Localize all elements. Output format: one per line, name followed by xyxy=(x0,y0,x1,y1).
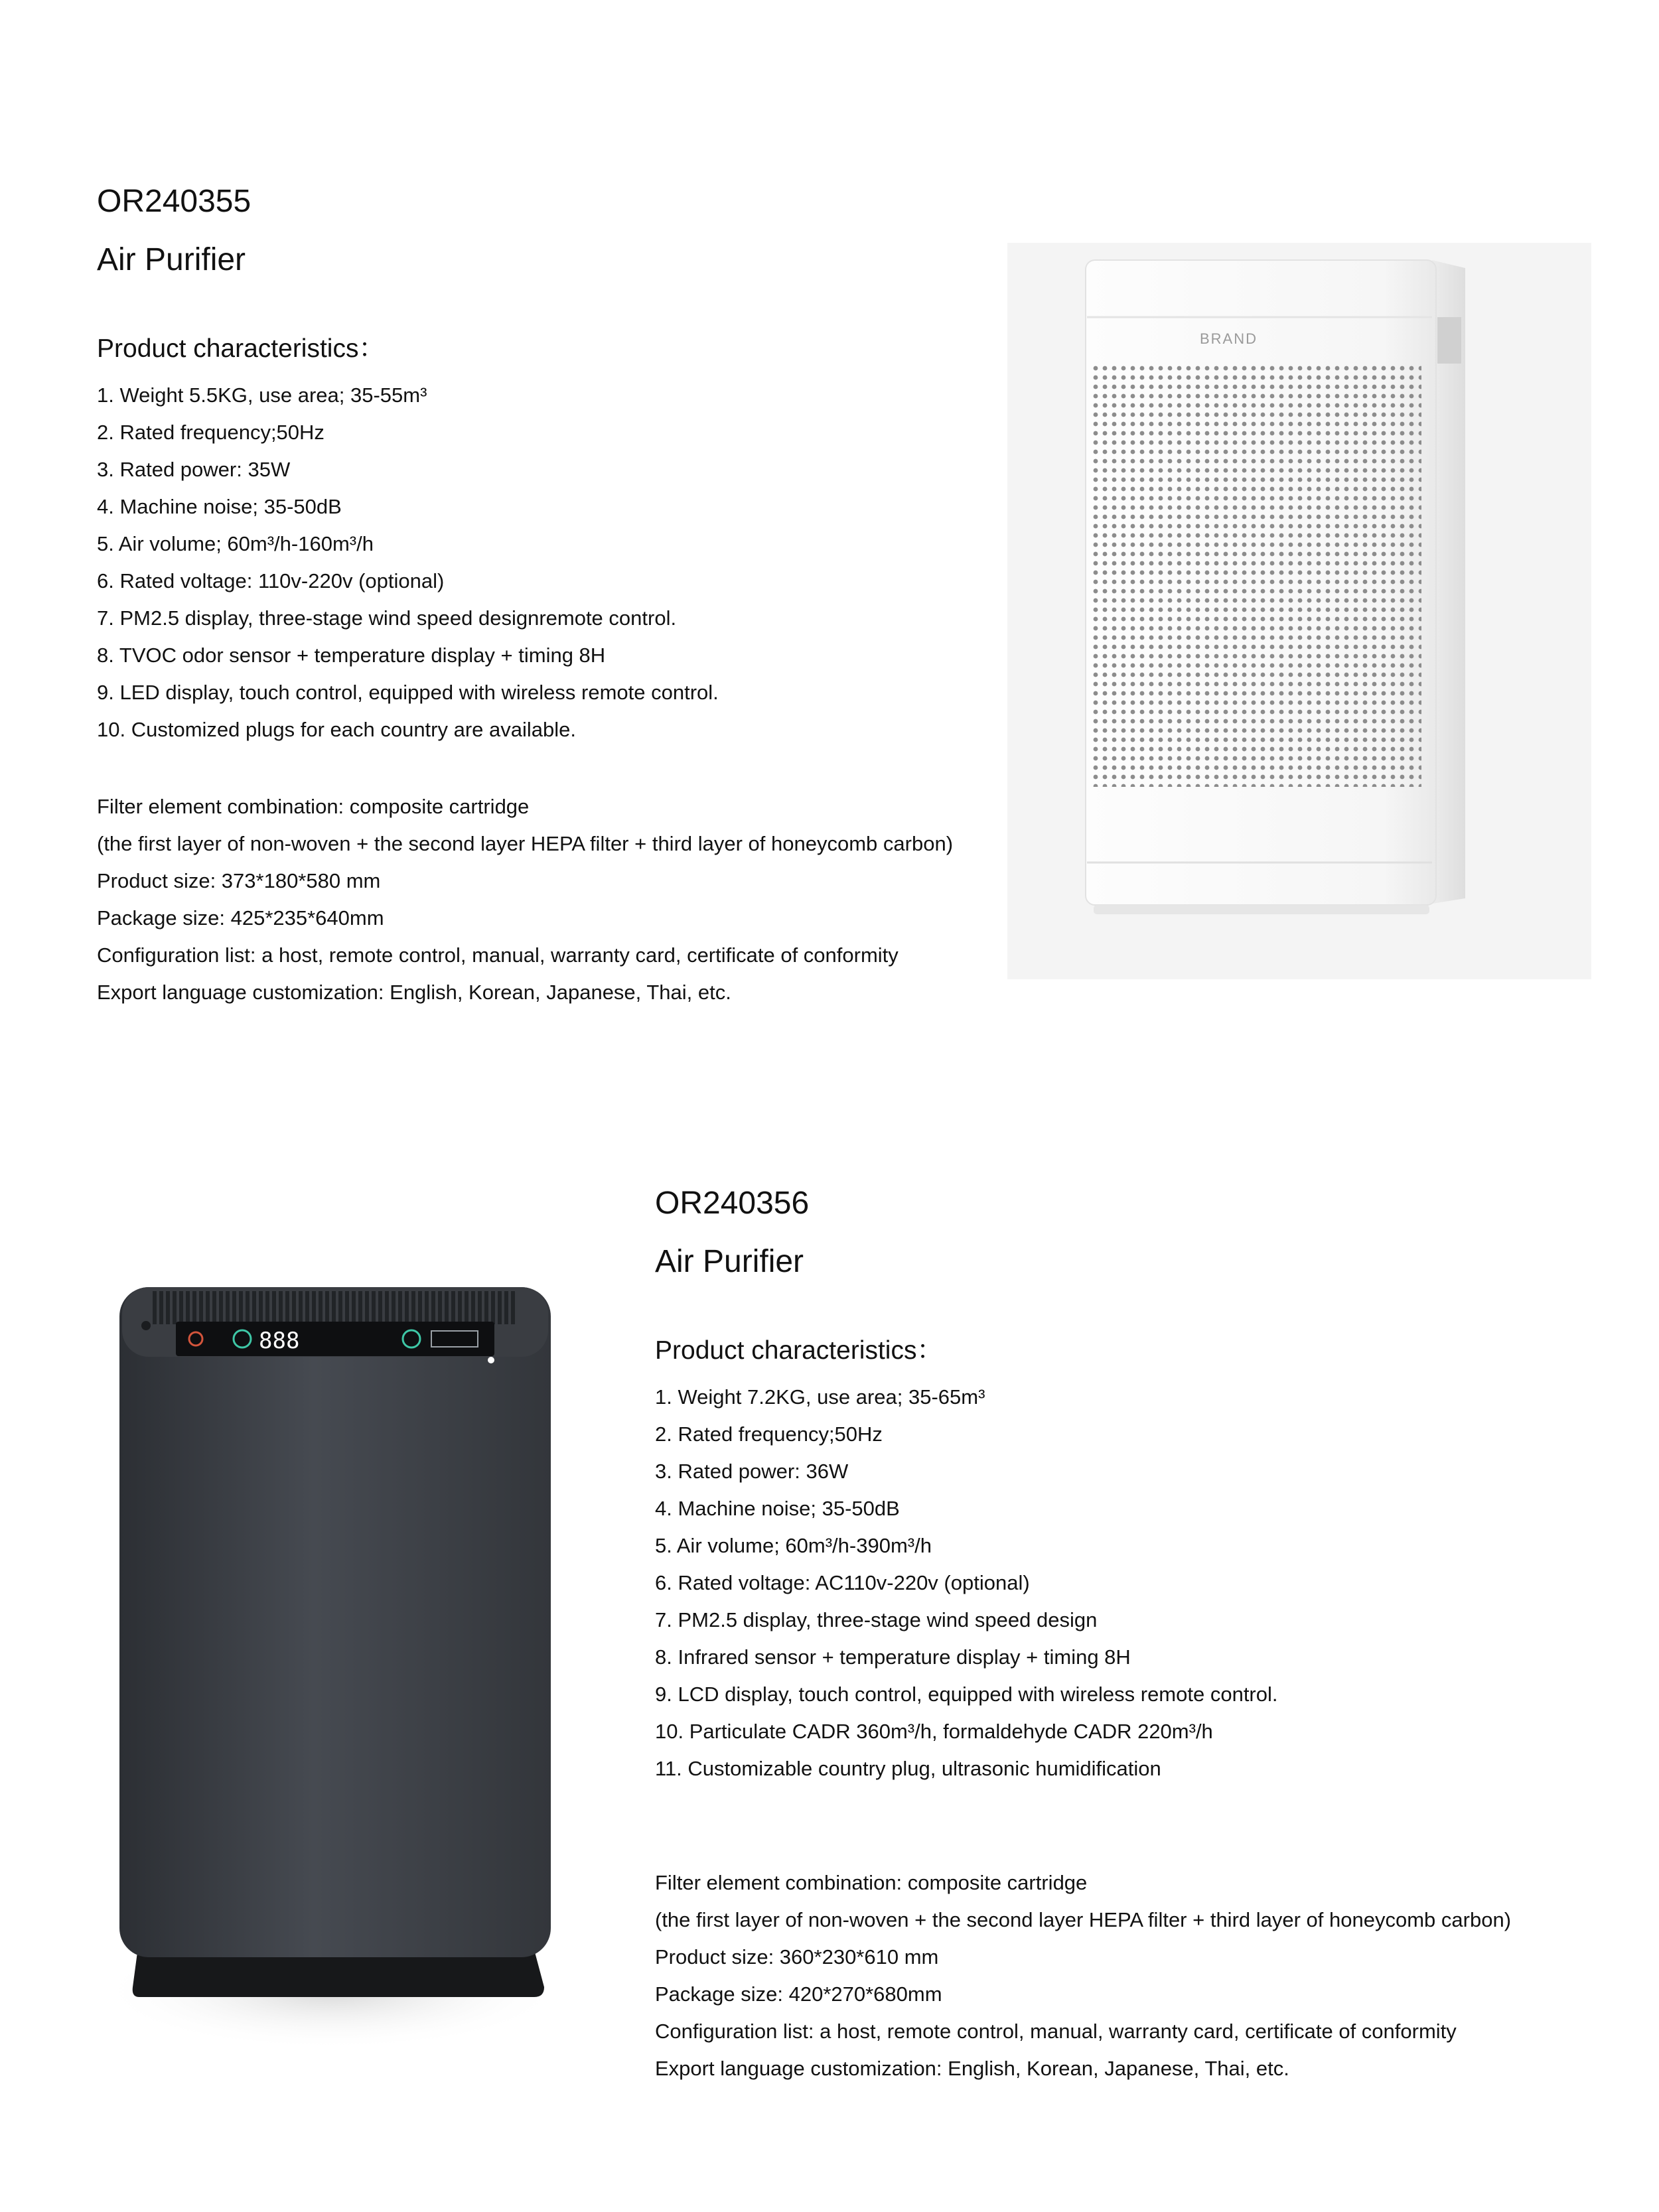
white-purifier-illustration xyxy=(1007,243,1591,979)
list-item: 10. Customized plugs for each country are available. xyxy=(97,718,577,742)
list-item: 4. Machine noise; 35-50dB xyxy=(97,495,342,519)
characteristics-list xyxy=(655,1379,1637,1787)
spec-line: Package size: 420*270*680mm xyxy=(655,1982,942,2006)
list-item: 3. Rated power: 35W xyxy=(97,458,291,482)
handle-slot xyxy=(1437,317,1461,364)
grille-perforation xyxy=(1092,365,1421,787)
list-item: 6. Rated voltage: 110v-220v (optional) xyxy=(97,569,445,593)
spec-line: Product size: 373*180*580 mm xyxy=(97,869,381,893)
product-section-2 xyxy=(655,1184,1637,2087)
product-image-dark-purifier xyxy=(93,1274,584,2057)
list-item: 1. Weight 5.5KG, use area; 35-55m³ xyxy=(97,383,427,407)
list-item: 5. Air volume; 60m³/h-160m³/h xyxy=(97,532,374,556)
lcd-panel xyxy=(176,1322,494,1356)
specs-block xyxy=(97,788,1013,1011)
list-item: 2. Rated frequency;50Hz xyxy=(97,421,325,445)
list-item: 8. Infrared sensor + temperature display + timing 8H xyxy=(655,1645,1131,1669)
list-item: 9. LCD display, touch control, equipped with wireless remote control. xyxy=(655,1683,1278,1706)
product-model: OR240356 xyxy=(655,1186,810,1221)
purifier-body xyxy=(119,1287,551,1957)
list-item: 4. Machine noise; 35-50dB xyxy=(655,1497,900,1521)
spec-line: Configuration list: a host, remote control, manual, warranty card, certificate of conformity xyxy=(655,2020,1457,2043)
spec-line: Filter element combination: composite cartridge xyxy=(655,1871,1088,1895)
brand-logo: BRAND xyxy=(1200,330,1258,347)
list-item: 2. Rated frequency;50Hz xyxy=(655,1422,883,1446)
base-foot xyxy=(1094,905,1429,914)
spec-line: Filter element combination: composite cartridge xyxy=(97,795,530,819)
product-type: Air Purifier xyxy=(97,242,246,277)
spec-line: Configuration list: a host, remote control, manual, warranty card, certificate of conformity xyxy=(97,943,899,967)
product-model: OR240355 xyxy=(97,184,252,219)
spec-line: (the first layer of non-woven + the second layer HEPA filter + third layer of honeycomb carbon) xyxy=(655,1908,1512,1932)
spec-line: Export language customization: English, Korean, Japanese, Thai, etc. xyxy=(97,981,731,1004)
list-item: 11. Customizable country plug, ultrasonic humidification xyxy=(655,1757,1161,1781)
list-item: 7. PM2.5 display, three-stage wind speed design xyxy=(655,1608,1098,1632)
spec-line: Export language customization: English, Korean, Japanese, Thai, etc. xyxy=(655,2057,1289,2081)
dark-purifier-illustration xyxy=(93,1274,584,2057)
list-item: 1. Weight 7.2KG, use area; 35-65m³ xyxy=(655,1385,985,1409)
sensor-dot xyxy=(141,1321,151,1330)
product-type: Air Purifier xyxy=(655,1243,804,1279)
power-led xyxy=(488,1357,494,1363)
spec-line: Product size: 360*230*610 mm xyxy=(655,1945,939,1969)
spec-line: (the first layer of non-woven + the second layer HEPA filter + third layer of honeycomb carbon) xyxy=(97,832,954,856)
list-item: 8. TVOC odor sensor + temperature display + timing 8H xyxy=(97,644,606,667)
product-section-1 xyxy=(97,182,1013,1011)
top-vents xyxy=(153,1291,518,1324)
list-item: 10. Particulate CADR 360m³/h, formaldehyde CADR 220m³/h xyxy=(655,1720,1213,1744)
list-item: 3. Rated power: 36W xyxy=(655,1460,849,1484)
list-item: 9. LED display, touch control, equipped with wireless remote control. xyxy=(97,681,719,705)
specs-block xyxy=(655,1864,1637,2087)
list-item: 5. Air volume; 60m³/h-390m³/h xyxy=(655,1534,932,1558)
display-digits: 888 xyxy=(259,1328,300,1354)
product-image-white-purifier xyxy=(1007,243,1591,979)
characteristics-list xyxy=(97,377,1013,748)
list-item: 6. Rated voltage: AC110v-220v (optional) xyxy=(655,1571,1030,1595)
spec-line: Package size: 425*235*640mm xyxy=(97,906,384,930)
characteristics-title: Product characteristics： xyxy=(97,334,385,364)
characteristics-title: Product characteristics： xyxy=(655,1336,943,1365)
list-item: 7. PM2.5 display, three-stage wind speed designremote control. xyxy=(97,606,677,630)
